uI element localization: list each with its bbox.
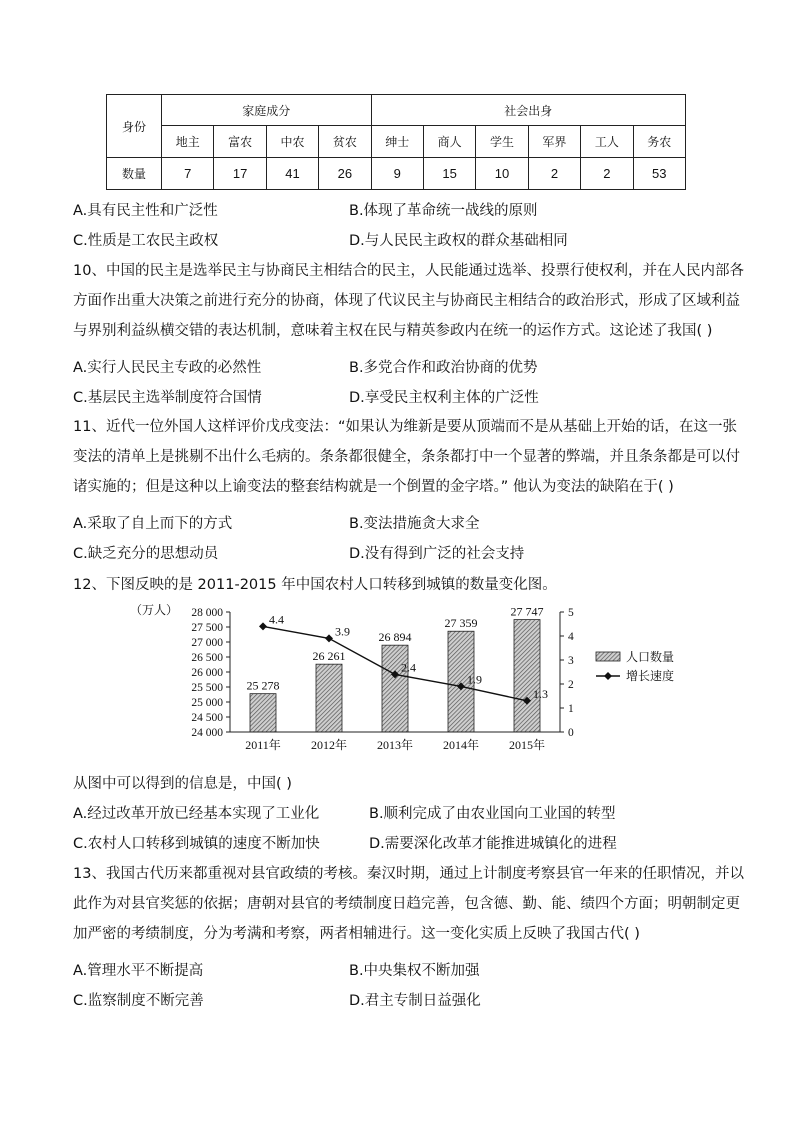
q11-stem-line: 变法的清单上是挑剔不出什么毛病的。条条都很健全，条条都打中一个显著的弊端，并且条条都是可以付 <box>73 449 740 465</box>
table-column-header: 地主 <box>162 126 214 158</box>
y2-tick-label: 5 <box>568 607 574 619</box>
bar <box>316 664 342 732</box>
q10-option-a[interactable]: A.实行人民民主专政的必然性 <box>73 360 262 376</box>
growth-data-label: 1.9 <box>467 672 482 687</box>
table-cell: 53 <box>633 158 685 190</box>
table-group-family: 家庭成分 <box>162 95 372 126</box>
y-tick-label: 27 000 <box>191 637 223 649</box>
bar-data-label: 25 278 <box>246 678 280 693</box>
y-tick-label: 24 000 <box>191 727 223 739</box>
q10-stem <box>73 256 744 346</box>
table-cell: 15 <box>423 158 475 190</box>
bar-data-label: 27 359 <box>444 616 478 631</box>
x-tick-label: 2014年 <box>442 738 480 752</box>
table-column-header: 学生 <box>476 126 528 158</box>
q12-option-c[interactable]: C.农村人口转移到城镇的速度不断加快 <box>73 836 320 852</box>
q9-option-d[interactable]: D.与人民民主政权的群众基础相同 <box>349 233 568 249</box>
q11-option-d[interactable]: D.没有得到广泛的社会支持 <box>349 546 525 562</box>
q9-option-a[interactable]: A.具有民主性和广泛性 <box>73 203 218 219</box>
table-cell: 2 <box>581 158 633 190</box>
q9-option-c[interactable]: C.性质是工农民主政权 <box>73 233 219 249</box>
table-cell: 7 <box>162 158 214 190</box>
growth-data-label: 4.4 <box>269 612 284 627</box>
q13-option-a[interactable]: A.管理水平不断提高 <box>73 963 204 979</box>
x-tick-label: 2015年 <box>508 738 546 752</box>
q11-option-b[interactable]: B.变法措施贪大求全 <box>349 516 480 532</box>
q13-stem-line: 13、我国古代历来都重视对县官政绩的考核。秦汉时期，通过上计制度考察县官一年来的任职情况，并以 <box>73 866 744 882</box>
table-header-identity: 身份 <box>107 95 162 158</box>
legend-bar-label: 人口数量 <box>626 650 675 664</box>
growth-data-label: 3.9 <box>335 624 350 639</box>
q10-option-b[interactable]: B.多党合作和政治协商的优势 <box>349 360 538 376</box>
bar <box>250 694 276 732</box>
table-cell: 41 <box>266 158 318 190</box>
growth-point <box>325 634 333 642</box>
bar-data-label: 26 894 <box>378 630 412 645</box>
q10-option-d[interactable]: D.享受民主权利主体的广泛性 <box>349 390 539 406</box>
bar <box>514 620 540 732</box>
table-cell: 2 <box>528 158 580 190</box>
legend-line-label: 增长速度 <box>626 669 675 683</box>
bar-data-label: 27 747 <box>510 604 544 619</box>
y-tick-label: 27 500 <box>191 622 223 634</box>
table-cell: 9 <box>371 158 423 190</box>
q10-stem-line: 与界别利益纵横交错的表达机制，意味着主权在民与精英参政内在统一的运作方式。这论述了我国( ) <box>73 323 713 339</box>
x-tick-label: 2011年 <box>245 738 281 752</box>
q9-option-b[interactable]: B.体现了革命统一战线的原则 <box>349 203 538 219</box>
y2-tick-label: 1 <box>568 703 574 715</box>
q12-stem: 12、下图反映的是 2011-2015 年中国农村人口转移到城镇的数量变化图。 <box>73 577 557 593</box>
q13-stem <box>73 859 744 949</box>
growth-data-label: 2.4 <box>401 660 416 675</box>
q11-stem-line: 诸实施的；但是这种以上谕变法的整套结构就是一个倒置的金字塔。” 他认为变法的缺陷在于( ) <box>73 479 674 495</box>
legend-line-marker <box>604 672 612 680</box>
table-cell: 26 <box>319 158 371 190</box>
table-header-count: 数量 <box>107 158 162 190</box>
q12-option-b[interactable]: B.顺利完成了由农业国向工业国的转型 <box>369 806 616 822</box>
y2-tick-label: 2 <box>568 679 574 691</box>
q13-stem-line: 加严密的考绩制度，分为考满和考察，两者相辅进行。这一变化实质上反映了我国古代( ) <box>73 926 640 942</box>
y-tick-label: 28 000 <box>191 607 223 619</box>
y-tick-label: 26 500 <box>191 652 223 664</box>
q12-question: 从图中可以得到的信息是，中国( ) <box>73 776 292 792</box>
table-column-header: 绅士 <box>371 126 423 158</box>
y2-tick-label: 0 <box>568 727 574 739</box>
growth-point <box>259 622 267 630</box>
q13-option-b[interactable]: B.中央集权不断加强 <box>349 963 480 979</box>
table-column-header: 务农 <box>633 126 685 158</box>
y-axis-unit-label: （万人） <box>130 603 179 617</box>
x-tick-label: 2012年 <box>310 738 348 752</box>
q10-option-c[interactable]: C.基层民主选举制度符合国情 <box>73 390 262 406</box>
y-tick-label: 25 500 <box>191 682 223 694</box>
bar <box>382 645 408 732</box>
q13-option-c[interactable]: C.监察制度不断完善 <box>73 993 204 1009</box>
y2-tick-label: 4 <box>568 631 574 643</box>
q11-option-a[interactable]: A.采取了自上而下的方式 <box>73 516 233 532</box>
q11-option-c[interactable]: C.缺乏充分的思想动员 <box>73 546 219 562</box>
x-tick-label: 2013年 <box>376 738 414 752</box>
y-tick-label: 25 000 <box>191 697 223 709</box>
table-cell: 10 <box>476 158 528 190</box>
growth-data-label: 1.3 <box>533 686 548 701</box>
bar-data-label: 26 261 <box>312 649 346 664</box>
q10-stem-line: 方面作出重大决策之前进行充分的协商，体现了代议民主与协商民主相结合的政治形式，形成了区域利益 <box>73 293 740 309</box>
table-column-header: 工人 <box>581 126 633 158</box>
q11-stem-line: 11、近代一位外国人这样评价戊戌变法：“如果认为维新是要从顶端而不是从基础上开始的话，在这一张 <box>73 419 737 435</box>
table-group-social: 社会出身 <box>371 95 685 126</box>
table-column-header: 军界 <box>528 126 580 158</box>
identity-table <box>106 94 686 190</box>
table-column-header: 中农 <box>266 126 318 158</box>
y-tick-label: 26 000 <box>191 667 223 679</box>
y2-tick-label: 3 <box>568 655 574 667</box>
population-chart <box>130 600 690 760</box>
q13-stem-line: 此作为对县官奖惩的依据；唐朝对县官的考绩制度日趋完善，包含德、勤、能、绩四个方面；明朝制定更 <box>73 896 740 912</box>
q12-option-d[interactable]: D.需要深化改革才能推进城镇化的进程 <box>369 836 617 852</box>
q10-stem-line: 10、中国的民主是选举民主与协商民主相结合的民主，人民能通过选举、投票行使权利，并在人民内部各 <box>73 263 744 279</box>
table-column-header: 富农 <box>214 126 266 158</box>
q12-option-a[interactable]: A.经过改革开放已经基本实现了工业化 <box>73 806 320 822</box>
legend-bar-swatch <box>596 652 620 661</box>
table-column-header: 商人 <box>423 126 475 158</box>
table-column-header: 贫农 <box>319 126 371 158</box>
q13-option-d[interactable]: D.君主专制日益强化 <box>349 993 481 1009</box>
table-cell: 17 <box>214 158 266 190</box>
q11-stem <box>73 412 740 502</box>
y-tick-label: 24 500 <box>191 712 223 724</box>
